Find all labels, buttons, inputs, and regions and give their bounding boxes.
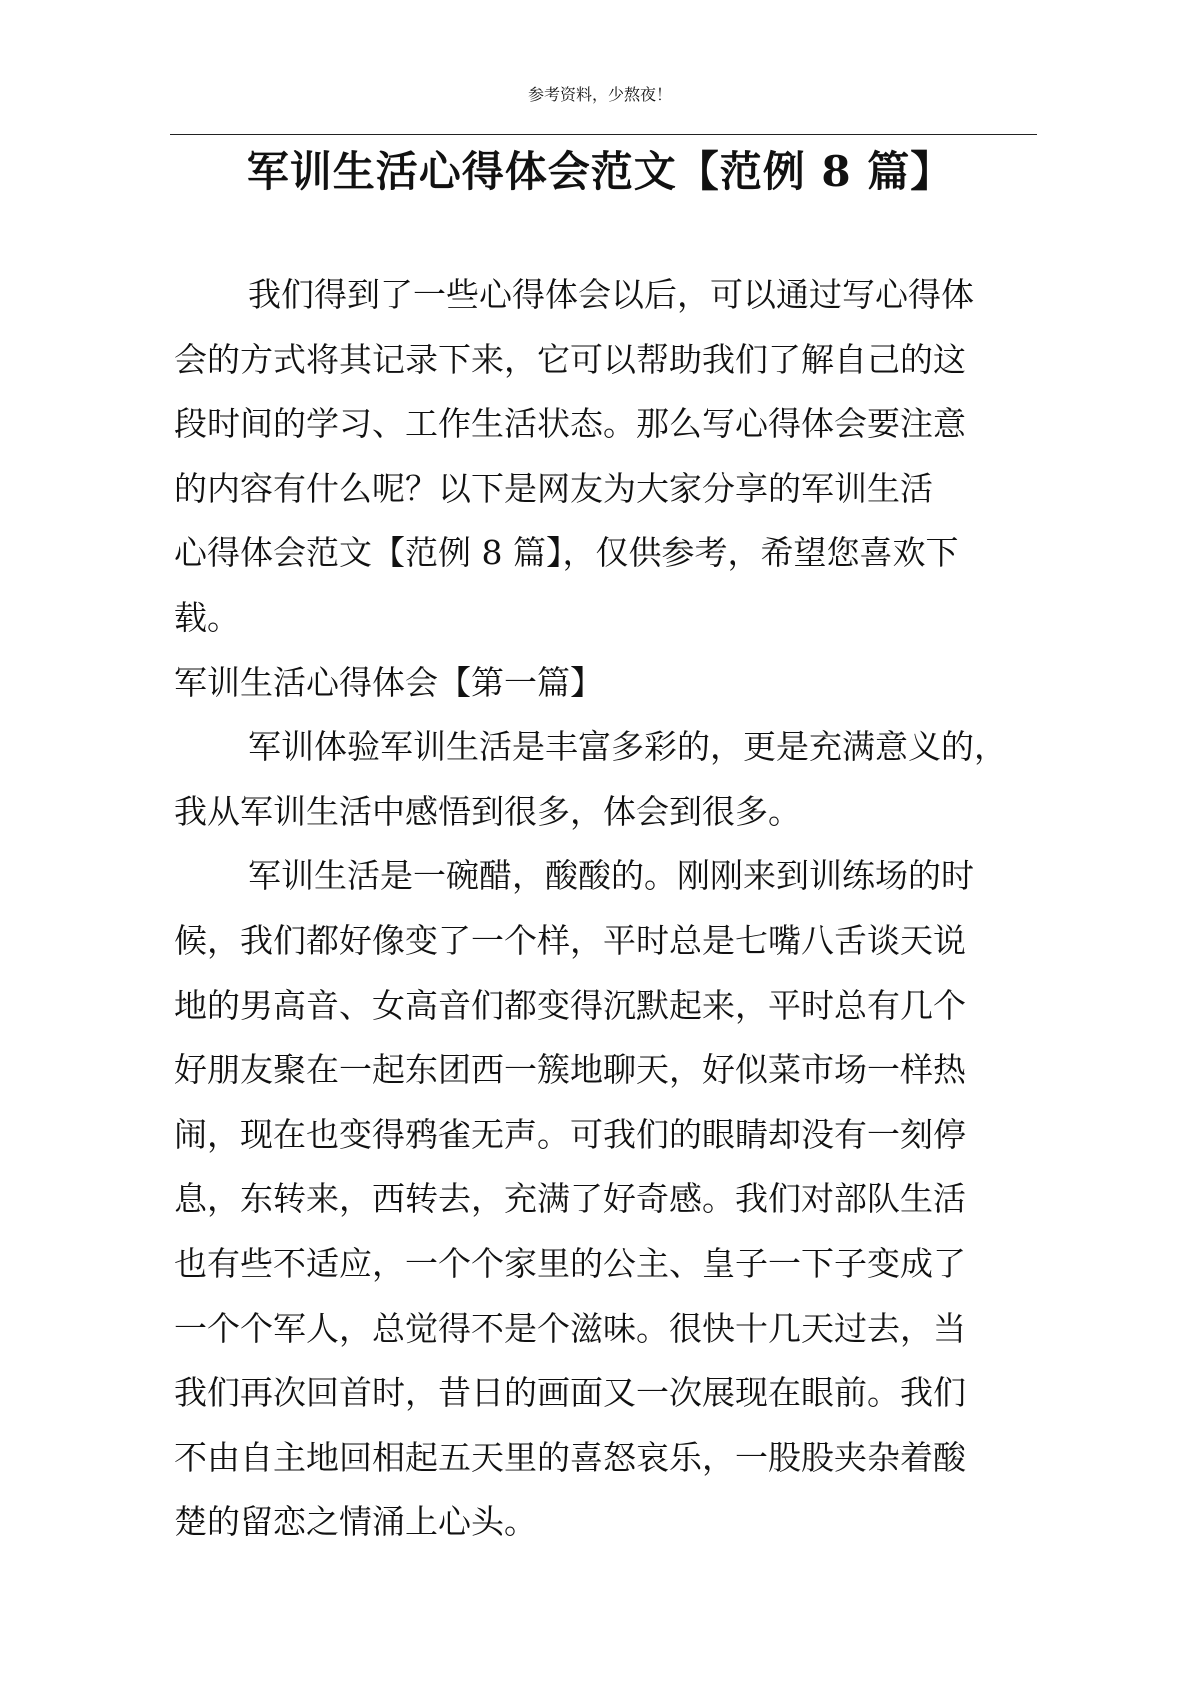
body-line: 我从军训生活中感悟到很多，体会到很多。 xyxy=(174,791,801,831)
body-line: 我们再次回首时，昔日的画面又一次展现在眼前。我们 xyxy=(174,1373,966,1413)
section-heading: 军训生活心得体会【第一篇】 xyxy=(174,662,603,702)
body-line: 段时间的学习、工作生活状态。那么写心得体会要注意 xyxy=(174,404,966,444)
body-line: 心得体会范文【范例 8 篇】，仅供参考，希望您喜欢下 xyxy=(174,533,959,573)
body-line: 也有些不适应，一个个家里的公主、皇子一下子变成了 xyxy=(174,1243,966,1283)
body-line: 好朋友聚在一起东团西一簇地聊天，好似菜市场一样热 xyxy=(174,1050,966,1090)
body-line: 楚的留恋之情涌上心头。 xyxy=(174,1502,537,1542)
body-line: 地的男高音、女高音们都变得沉默起来，平时总有几个 xyxy=(174,985,966,1025)
body-line: 会的方式将其记录下来，它可以帮助我们了解自己的这 xyxy=(174,339,966,379)
body-line: 候，我们都好像变了一个样，平时总是七嘴八舌谈天说 xyxy=(174,920,966,960)
document-title: 军训生活心得体会范文【范例 8 篇】 xyxy=(246,147,954,196)
body-line: 的内容有什么呢？以下是网友为大家分享的军训生活 xyxy=(174,468,933,508)
body-line: 载。 xyxy=(174,597,240,637)
body-line: 军训生活是一碗醋，酸酸的。刚刚来到训练场的时 xyxy=(248,856,974,896)
body-line: 息，东转来，西转去，充满了好奇感。我们对部队生活 xyxy=(174,1179,966,1219)
page-header-note: 参考资料，少熬夜！ xyxy=(527,85,672,104)
header-divider xyxy=(170,134,1037,135)
body-line: 我们得到了一些心得体会以后，可以通过写心得体 xyxy=(248,275,974,314)
body-line: 闹，现在也变得鸦雀无声。可我们的眼睛却没有一刻停 xyxy=(174,1114,966,1154)
body-line: 不由自主地回相起五天里的喜怒哀乐，一股股夹杂着酸 xyxy=(174,1437,966,1477)
document-body xyxy=(174,263,1040,1555)
body-line: 一个个军人，总觉得不是个滋味。很快十几天过去，当 xyxy=(174,1308,966,1348)
body-line: 军训体验军训生活是丰富多彩的，更是充满意义的， xyxy=(248,727,1007,767)
